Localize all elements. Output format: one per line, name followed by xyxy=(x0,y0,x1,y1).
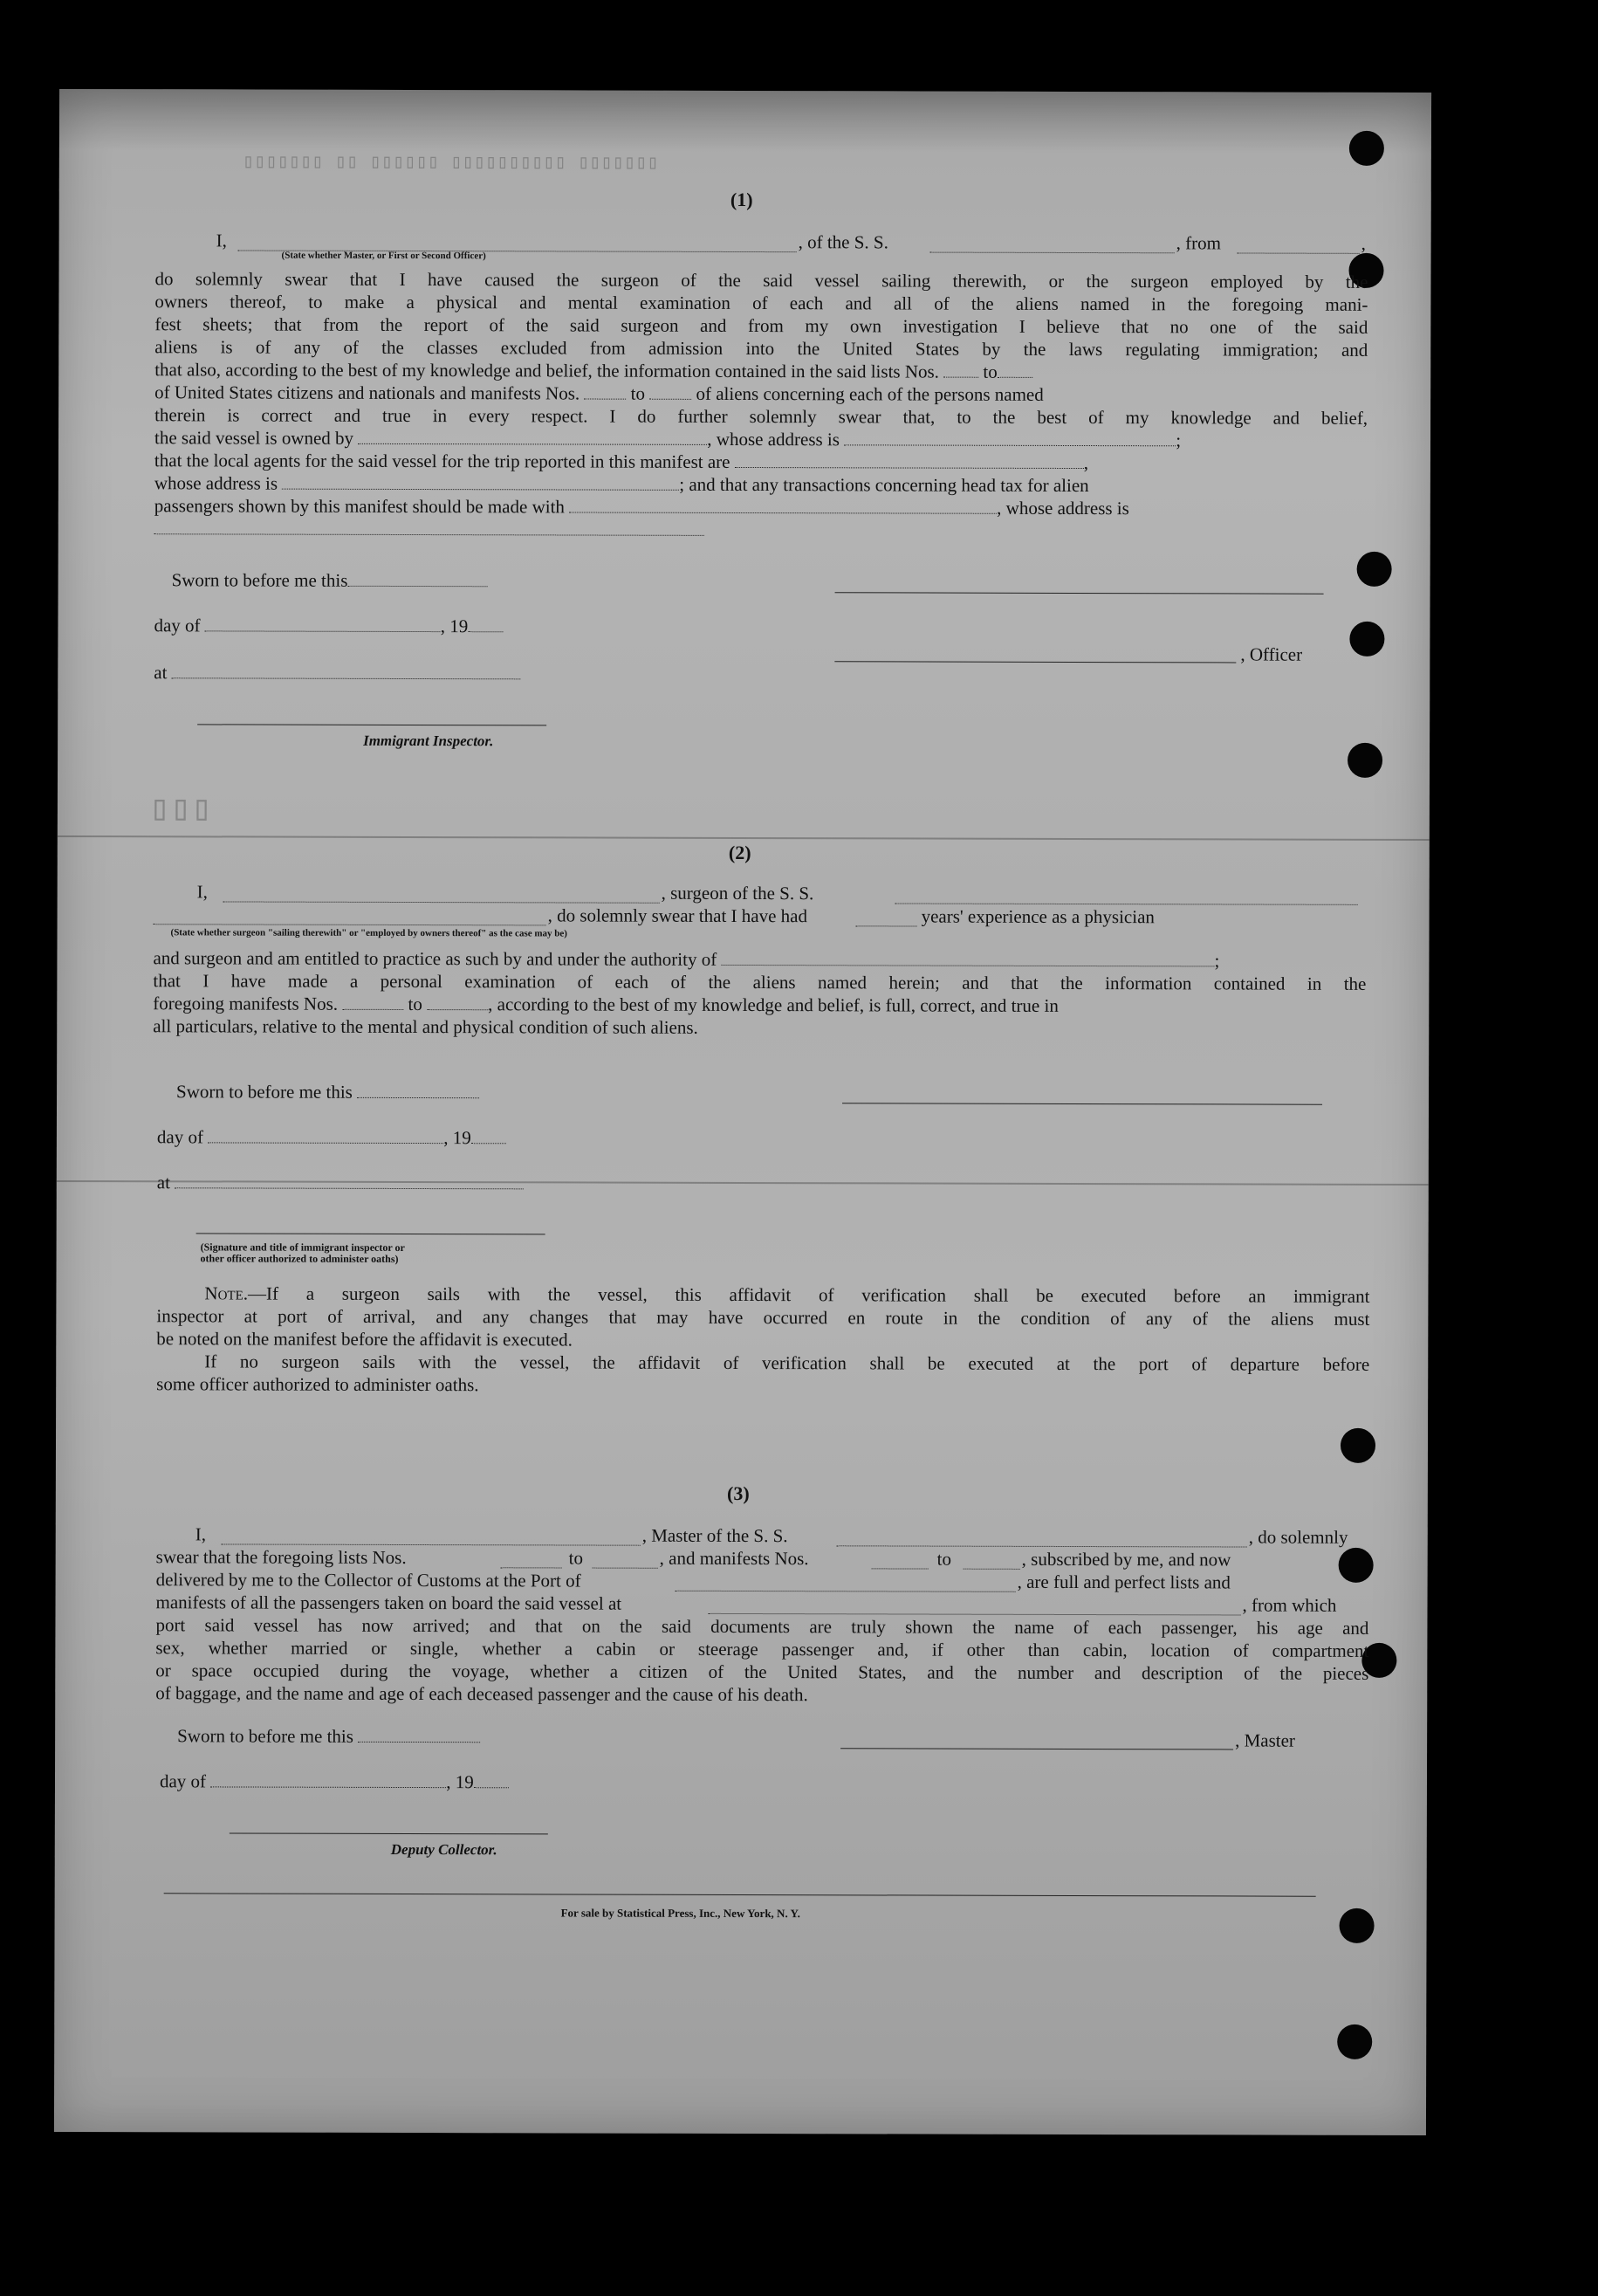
note-block xyxy=(156,1282,1369,1399)
punch-hole xyxy=(1357,552,1392,587)
deputy-collector-label: Deputy Collector. xyxy=(390,1840,497,1859)
punch-hole xyxy=(1349,131,1384,166)
port-from-field[interactable] xyxy=(1238,238,1360,253)
master-note: (State whether Master, or First or Second Officer) xyxy=(281,250,486,262)
authority-line: and surgeon and am entitled to practice as such by and under the authority of ; xyxy=(153,947,1220,972)
year-field-3[interactable] xyxy=(474,1773,509,1788)
surgeon-vessel-field[interactable] xyxy=(895,889,1358,904)
signature-line-1[interactable] xyxy=(835,592,1324,594)
fold-line xyxy=(58,835,1430,841)
particulars-line: all particulars, relative to the mental and physical condition of such aliens. xyxy=(153,1015,698,1038)
inspector-signature-line-2[interactable] xyxy=(196,1233,545,1234)
officer-label: , Officer xyxy=(1240,643,1303,665)
bleed-through-number: ▯▯▯ xyxy=(148,787,213,828)
section-1-agents-line: that the local agents for the said vessel for the trip reported in this manifest are , xyxy=(154,450,1089,474)
surgeon-signature-line[interactable] xyxy=(842,1103,1322,1104)
head-tax-address-field[interactable] xyxy=(154,519,704,536)
day-of-label-2: day of , 19 xyxy=(157,1126,506,1149)
section-3-line: port said vessel has now arrived; and that on the said documents are truly shown the name of each passenger, his age and xyxy=(155,1614,1369,1639)
section-1-line: owners thereof, to make a physical and mental examination of each and all of the aliens named in the foregoing mani- xyxy=(154,291,1368,315)
years-experience-field[interactable] xyxy=(856,911,917,926)
personal-exam-line: that I have made a personal examination of each of the aliens named herein; and that the information contained in the xyxy=(153,970,1367,994)
note-line-5: some officer authorized to administer oaths. xyxy=(156,1373,479,1396)
port-of-field[interactable] xyxy=(676,1577,1016,1592)
section-3-line-1: I, , Master of the S. S. , do solemnly xyxy=(195,1523,1348,1548)
day-field-1[interactable] xyxy=(205,616,441,632)
section-3-line: of baggage, and the name and age of each deceased passenger and the cause of his death. xyxy=(155,1682,808,1706)
section-1-from: , from xyxy=(1176,232,1221,254)
section-3-line: or space occupied during the voyage, whether a citizen of the United States, and the number and description of the pieces xyxy=(155,1660,1369,1684)
section-1-headtax-address-line xyxy=(154,517,1368,543)
section-1-number: (1) xyxy=(730,188,753,211)
vessel-name-field[interactable] xyxy=(930,238,1175,254)
section-1-headtax-line: passengers shown by this manifest should be made with , whose address is xyxy=(154,495,1129,519)
section-1-body xyxy=(154,267,1368,543)
section-3-line-4: manifests of all the passengers taken on board the said vessel at , from which xyxy=(155,1591,1337,1616)
section-1-of-ss: , of the S. S. xyxy=(798,231,888,253)
note-line-1: Note.—If a surgeon sails with the vessel, this affidavit of verification shall be executed before an immigrant xyxy=(204,1282,1370,1307)
manifests-from-field[interactable] xyxy=(584,385,626,400)
punch-hole xyxy=(1337,2024,1372,2059)
lists-to-field[interactable] xyxy=(998,363,1032,378)
owner-field[interactable] xyxy=(358,430,707,445)
immigrant-inspector-label: Immigrant Inspector. xyxy=(363,732,494,750)
lists-from-field[interactable] xyxy=(943,363,978,378)
agents-address-field[interactable] xyxy=(282,475,679,491)
section-1-address-line: whose address is ; and that any transactions concerning head tax for alien xyxy=(154,472,1089,497)
head-tax-party-field[interactable] xyxy=(569,498,997,513)
year-field-2[interactable] xyxy=(471,1129,506,1144)
signature-title-note: (Signature and title of immigrant inspector or other officer authorized to administer oaths) xyxy=(200,1241,405,1265)
day-of-label-1: day of , 19 xyxy=(154,615,503,637)
s3-manifests-from-field[interactable] xyxy=(872,1554,929,1569)
section-3-line-3: delivered by me to the Collector of Customs at the Port of , are full and perfect lists and xyxy=(155,1569,1231,1593)
punch-hole xyxy=(1348,743,1382,778)
note-line-2: inspector at port of arrival, and any changes that may have occurred en route in the condition of any of the aliens must xyxy=(156,1305,1370,1330)
day-field-3[interactable] xyxy=(210,1772,446,1788)
section-3-line-2: swear that the foregoing lists Nos. to , and manifests Nos. to , subscribed by me, and now xyxy=(155,1546,1231,1571)
at-label-2: at xyxy=(157,1172,524,1194)
section-2-number: (2) xyxy=(728,841,751,864)
master-label: , Master xyxy=(1235,1729,1295,1751)
s3-lists-to-field[interactable] xyxy=(593,1554,658,1569)
surgeon-note: (State whether surgeon "sailing therewith" or "employed by owners thereof" as the case may be) xyxy=(170,927,567,939)
s2-manifests-from-field[interactable] xyxy=(342,995,403,1010)
note-line-3: be noted on the manifest before the affidavit is executed. xyxy=(156,1328,573,1351)
deputy-signature-line[interactable] xyxy=(230,1832,548,1834)
bleed-through-text: ▯▯▯▯▯▯▯ ▯▯ ▯▯▯▯▯▯ ▯▯▯▯▯▯▯▯▯▯ ▯▯▯▯▯▯▯ xyxy=(242,150,659,174)
section-1-line: do solemnly swear that I have caused the surgeon of the said vessel sailing therewith, or the surgeon employed by the xyxy=(154,268,1368,292)
sworn-date-field-1[interactable] xyxy=(347,572,487,587)
day-field-2[interactable] xyxy=(208,1128,443,1144)
section-1-owned-line: the said vessel is owned by , whose address is ; xyxy=(154,427,1182,451)
day-of-label-3: day of , 19 xyxy=(160,1770,509,1793)
foregoing-line: foregoing manifests Nos. to , according to the best of my knowledge and belief, is full, correct, and true in xyxy=(153,993,1059,1016)
section-1-line: therein is correct and true in every respect. I do further solemnly swear that, to the best of my knowledge and belief, xyxy=(154,404,1368,429)
sworn-label-3: Sworn to before me this xyxy=(177,1725,480,1748)
section-3-body xyxy=(155,1613,1368,1708)
section-1-comma: , xyxy=(1361,232,1366,254)
inspector-signature-line[interactable] xyxy=(197,724,546,725)
s3-manifests-to-field[interactable] xyxy=(964,1555,1020,1570)
punch-hole xyxy=(1341,1428,1375,1463)
s2-manifests-to-field[interactable] xyxy=(427,995,488,1010)
punch-hole xyxy=(1340,1908,1375,1943)
master-name-field[interactable] xyxy=(222,1530,641,1545)
section-1-manifests-line: of United States citizens and nationals and manifests Nos. to of aliens concerning each of the persons named xyxy=(154,382,1044,405)
local-agents-field[interactable] xyxy=(735,453,1084,469)
manifests-to-field[interactable] xyxy=(649,385,691,400)
section-2-line-1: I, , surgeon of the S. S. xyxy=(154,880,1367,906)
section-1-line: aliens is of any of the classes excluded from admission into the United States by the laws regulating immigration; and xyxy=(154,336,1368,361)
manifest-page xyxy=(54,89,1431,2135)
surgeon-status-field[interactable] xyxy=(154,910,546,925)
master-vessel-field[interactable] xyxy=(837,1531,1247,1547)
section-3-line: sex, whether married or single, whether a cabin or steerage passenger and, if other than cabin, location of compartment xyxy=(155,1637,1369,1661)
sworn-date-field-2[interactable] xyxy=(357,1083,479,1098)
surgeon-name-field[interactable] xyxy=(223,887,660,903)
at-field-1[interactable] xyxy=(172,663,521,679)
at-field-2[interactable] xyxy=(175,1173,524,1189)
printer-footer: For sale by Statistical Press, Inc., New York, N. Y. xyxy=(560,1906,800,1921)
owner-address-field[interactable] xyxy=(844,430,1176,446)
sworn-label-1: Sworn to before me this xyxy=(172,569,488,592)
section-1-oath-line xyxy=(155,229,1368,254)
authority-field[interactable] xyxy=(721,951,1214,966)
section-1-lists-line: that also, according to the best of my knowledge and belief, the information contained in the said lists Nos. to xyxy=(154,358,1368,384)
section-2-body xyxy=(153,946,1366,1041)
s3-lists-from-field[interactable] xyxy=(501,1553,562,1568)
section-1-i: I, xyxy=(216,230,227,251)
section-1-line: fest sheets; that from the report of the said surgeon and from my own investigation I believe that no one of the said xyxy=(154,313,1368,338)
section-2-line-2: , do solemnly swear that I have had years' experience as a physician xyxy=(154,903,1367,929)
master-signature-line[interactable] xyxy=(840,1748,1233,1749)
boarded-at-field[interactable] xyxy=(708,1599,1240,1616)
officer-line[interactable] xyxy=(834,661,1236,663)
at-label-1: at xyxy=(154,662,520,684)
year-field-1[interactable] xyxy=(468,617,503,632)
sworn-date-field-3[interactable] xyxy=(358,1728,480,1743)
punch-hole xyxy=(1349,622,1384,656)
footer-rule xyxy=(164,1893,1316,1896)
section-3-number: (3) xyxy=(726,1481,750,1505)
sworn-label-2: Sworn to before me this xyxy=(176,1081,479,1103)
note-line-4: If no surgeon sails with the vessel, the affidavit of verification shall be executed at the port of departure before xyxy=(204,1351,1370,1375)
